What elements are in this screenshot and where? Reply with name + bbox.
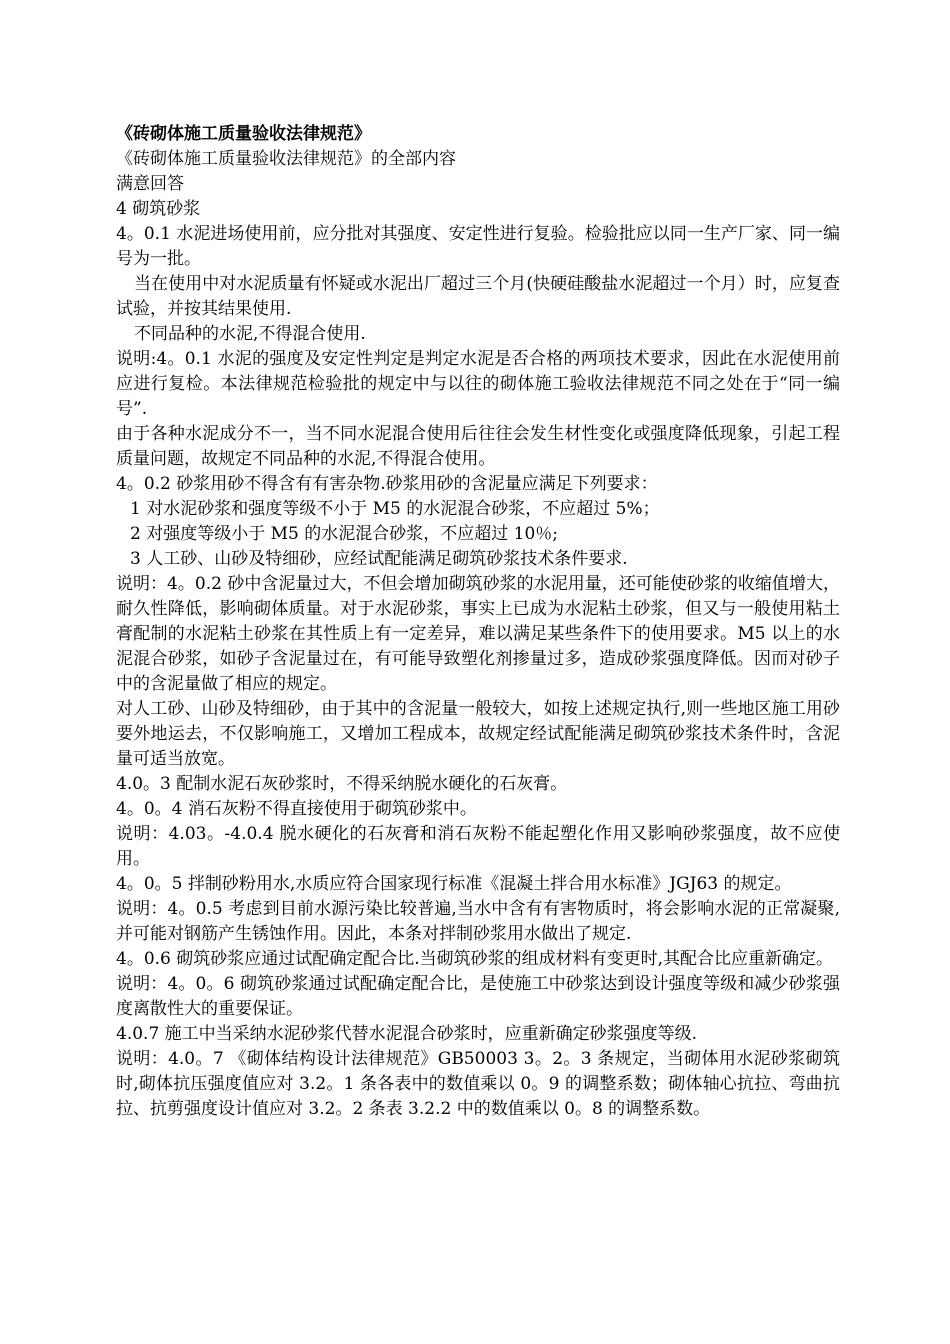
clause-4-0-2-item-2: 2 对强度等级小于 M5 的水泥混合砂浆，不应超过 10％; [130,524,559,544]
explanation-4-0-5: 说明：4。0.5 考虑到目前水源污染比较普遍,当水中含有有害物质时，将会影响水泥的正常凝聚,并可能对钢筋产生锈蚀作用。因此，本条对拌制砂浆用水做出了规定. [116,899,840,944]
clause-4-0-1-para-2: 当在使用中对水泥质量有怀疑或水泥出厂超过三个月(快硬硅酸盐水泥超过一个月）时，应复查试验，并按其结果使用. [116,274,840,319]
explanation-4-0-1-para-2: 由于各种水泥成分不一，当不同水泥混合使用后往往会发生材性变化或强度降低现象，引起工程质量问题，故规定不同品种的水泥,不得混合使用。 [116,424,840,469]
clause-4-0-4: 4。0。4 消石灰粉不得直接使用于砌筑砂浆中。 [116,799,477,819]
document-page [116,122,840,1122]
explanation-4-0-2: 说明：4。0.2 砂中含泥量过大，不但会增加砌筑砂浆的水泥用量，还可能使砂浆的收缩值增大，耐久性降低，影响砌体质量。对于水泥砂浆，事实上已成为水泥粘土砂浆，但又与一般使用粘土膏配制的水泥粘土砂浆在其性质上有一定差异，难以满足某些条件下的使用要求。M5 以上的水泥混合砂浆，如砂子含泥量过在，有可能导致塑化剂掺量过多，造成砂浆强度降低。因而对砂子中的含泥量做了相应的规定。 [116,574,840,694]
document-title: 《砖砌体施工质量验收法律规范》 [116,124,371,144]
explanation-4-0-1: 说明:4。0.1 水泥的强度及安定性判定是判定水泥是否合格的两项技术要求，因此在水泥使用前应进行复检。本法律规范检验批的规定中与以往的砌体施工验收法律规范不同之处在于“同一编号”. [116,349,840,419]
clause-4-0-5: 4。0。5 拌制砂粉用水,水质应符合国家现行标准《混凝土拌合用水标准》JGJ63 的规定。 [116,874,792,894]
clause-4-0-2-item-3: 3 人工砂、山砂及特细砂，应经试配能满足砌筑砂浆技术条件要求. [130,549,628,569]
subtitle-line: 《砖砌体施工质量验收法律规范》的全部内容 [116,149,456,169]
clause-4-0-2-item-1: 1 对水泥砂浆和强度等级不小于 M5 的水泥混合砂浆，不应超过 5%； [130,499,660,519]
clause-4-0-1: 4。0.1 水泥进场使用前，应分批对其强度、安定性进行复验。检验批应以同一生产厂家、同一编号为一批。 [116,224,840,269]
answer-label: 满意回答 [116,174,184,194]
section-heading: 4 砌筑砂浆 [116,199,201,219]
explanation-4-0-7: 说明：4.0。7 《砌体结构设计法律规范》GB50003 3。2。3 条规定，当砌体用水泥砂浆砌筑时,砌体抗压强度值应对 3.2。1 条各表中的数值乘以 0。9 的调整系数；砌体轴心抗拉、弯曲抗拉、抗剪强度设计值应对 3.2。2 条表 3.2.2 中的数值乘以 0。8 的调整系数。 [116,1049,840,1119]
clause-4-0-7: 4.0.7 施工中当采纳水泥砂浆代替水泥混合砂浆时，应重新确定砂浆强度等级. [116,1024,698,1044]
clause-4-0-6: 4。0.6 砌筑砂浆应通过试配确定配合比.当砌筑砂浆的组成材料有变更时,其配合比应重新确定。 [116,949,834,969]
explanation-4-0-3-4: 说明：4.03。-4.0.4 脱水硬化的石灰膏和消石灰粉不能起塑化作用又影响砂浆强度，故不应使用。 [116,824,840,869]
clause-4-0-2: 4。0.2 砂浆用砂不得含有有害杂物.砂浆用砂的含泥量应满足下列要求： [116,474,658,494]
clause-4-0-1-para-3: 不同品种的水泥,不得混合使用. [134,324,366,344]
explanation-4-0-2-para-2: 对人工砂、山砂及特细砂，由于其中的含泥量一般较大，如按上述规定执行,则一些地区施工用砂要外地运去，不仅影响施工，又增加工程成本，故规定经试配能满足砌筑砂浆技术条件时，含泥量可适当放宽。 [116,699,840,769]
explanation-4-0-6: 说明：4。0。6 砌筑砂浆通过试配确定配合比，是使施工中砂浆达到设计强度等级和减少砂浆强度离散性大的重要保证。 [116,974,840,1019]
clause-4-0-3: 4.0。3 配制水泥石灰砂浆时，不得采纳脱水硬化的石灰膏。 [116,774,568,794]
